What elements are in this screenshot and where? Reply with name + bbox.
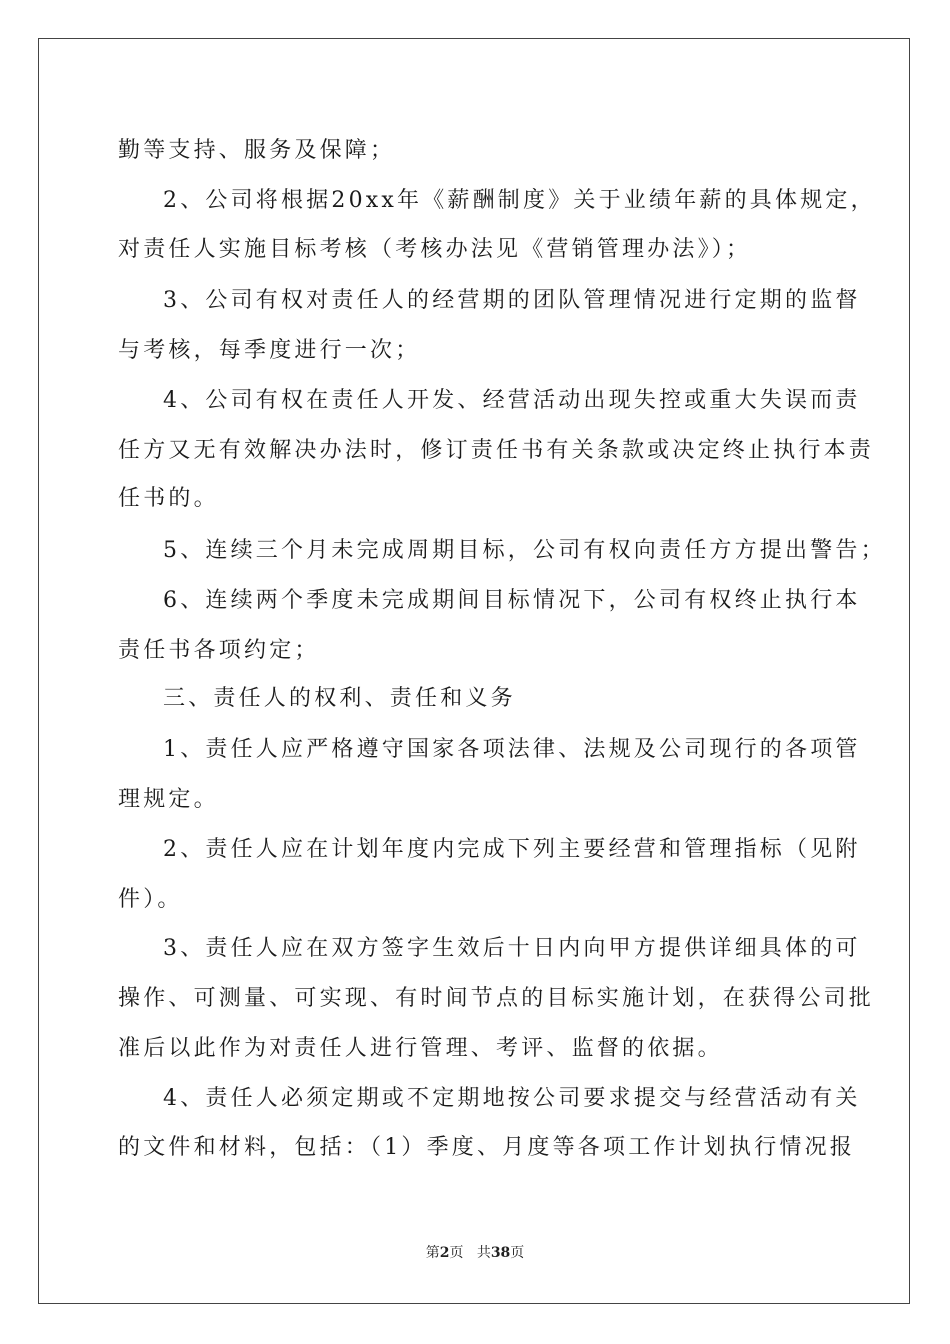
paragraph-line: 5、连续三个月未完成周期目标，公司有权向责任方方提出警告； — [163, 538, 886, 563]
paragraph-line: 2、公司将根据20xx年《薪酬制度》关于业绩年薪的具体规定， — [163, 188, 876, 213]
paragraph-line: 的文件和材料，包括：（1）季度、月度等各项工作计划执行情况报 — [118, 1135, 855, 1160]
paragraph-line: 4、责任人必须定期或不定期地按公司要求提交与经营活动有关 — [163, 1086, 861, 1111]
section-heading: 三、责任人的权利、责任和义务 — [163, 686, 516, 711]
paragraph-line: 4、公司有权在责任人开发、经营活动出现失控或重大失误而责 — [163, 388, 861, 413]
paragraph-line: 勤等支持、服务及保障； — [118, 138, 396, 163]
page-footer — [0, 1243, 950, 1263]
page-suffix: 页 — [449, 1245, 464, 1261]
page-border — [38, 38, 910, 1304]
paragraph-line: 任书的。 — [118, 486, 219, 511]
page-prefix: 第 — [425, 1245, 440, 1261]
paragraph-line: 理规定。 — [118, 787, 219, 812]
paragraph-line: 6、连续两个季度未完成期间目标情况下，公司有权终止执行本 — [163, 588, 861, 613]
paragraph-line: 1、责任人应严格遵守国家各项法律、法规及公司现行的各项管 — [163, 737, 861, 762]
paragraph-line: 责任书各项约定； — [118, 638, 320, 663]
total-suffix: 页 — [510, 1245, 525, 1261]
paragraph-line: 准后以此作为对责任人进行管理、考评、监督的依据。 — [118, 1036, 723, 1061]
paragraph-line: 任方又无有效解决办法时，修订责任书有关条款或决定终止执行本责 — [118, 438, 875, 463]
paragraph-line: 与考核，每季度进行一次； — [118, 338, 421, 363]
paragraph-line: 2、责任人应在计划年度内完成下列主要经营和管理指标（见附 — [163, 837, 861, 862]
paragraph-line: 件）。 — [118, 887, 183, 912]
paragraph-line: 操作、可测量、可实现、有时间节点的目标实施计划，在获得公司批 — [118, 986, 875, 1011]
total-pages: 38 — [490, 1245, 511, 1261]
page-number: 2 — [439, 1245, 450, 1261]
paragraph-line: 3、公司有权对责任人的经营期的团队管理情况进行定期的监督 — [163, 288, 861, 313]
paragraph-line: 3、责任人应在双方签字生效后十日内向甲方提供详细具体的可 — [163, 936, 861, 961]
paragraph-line: 对责任人实施目标考核（考核办法见《营销管理办法》）； — [118, 237, 752, 262]
total-prefix: 共 — [476, 1245, 491, 1261]
